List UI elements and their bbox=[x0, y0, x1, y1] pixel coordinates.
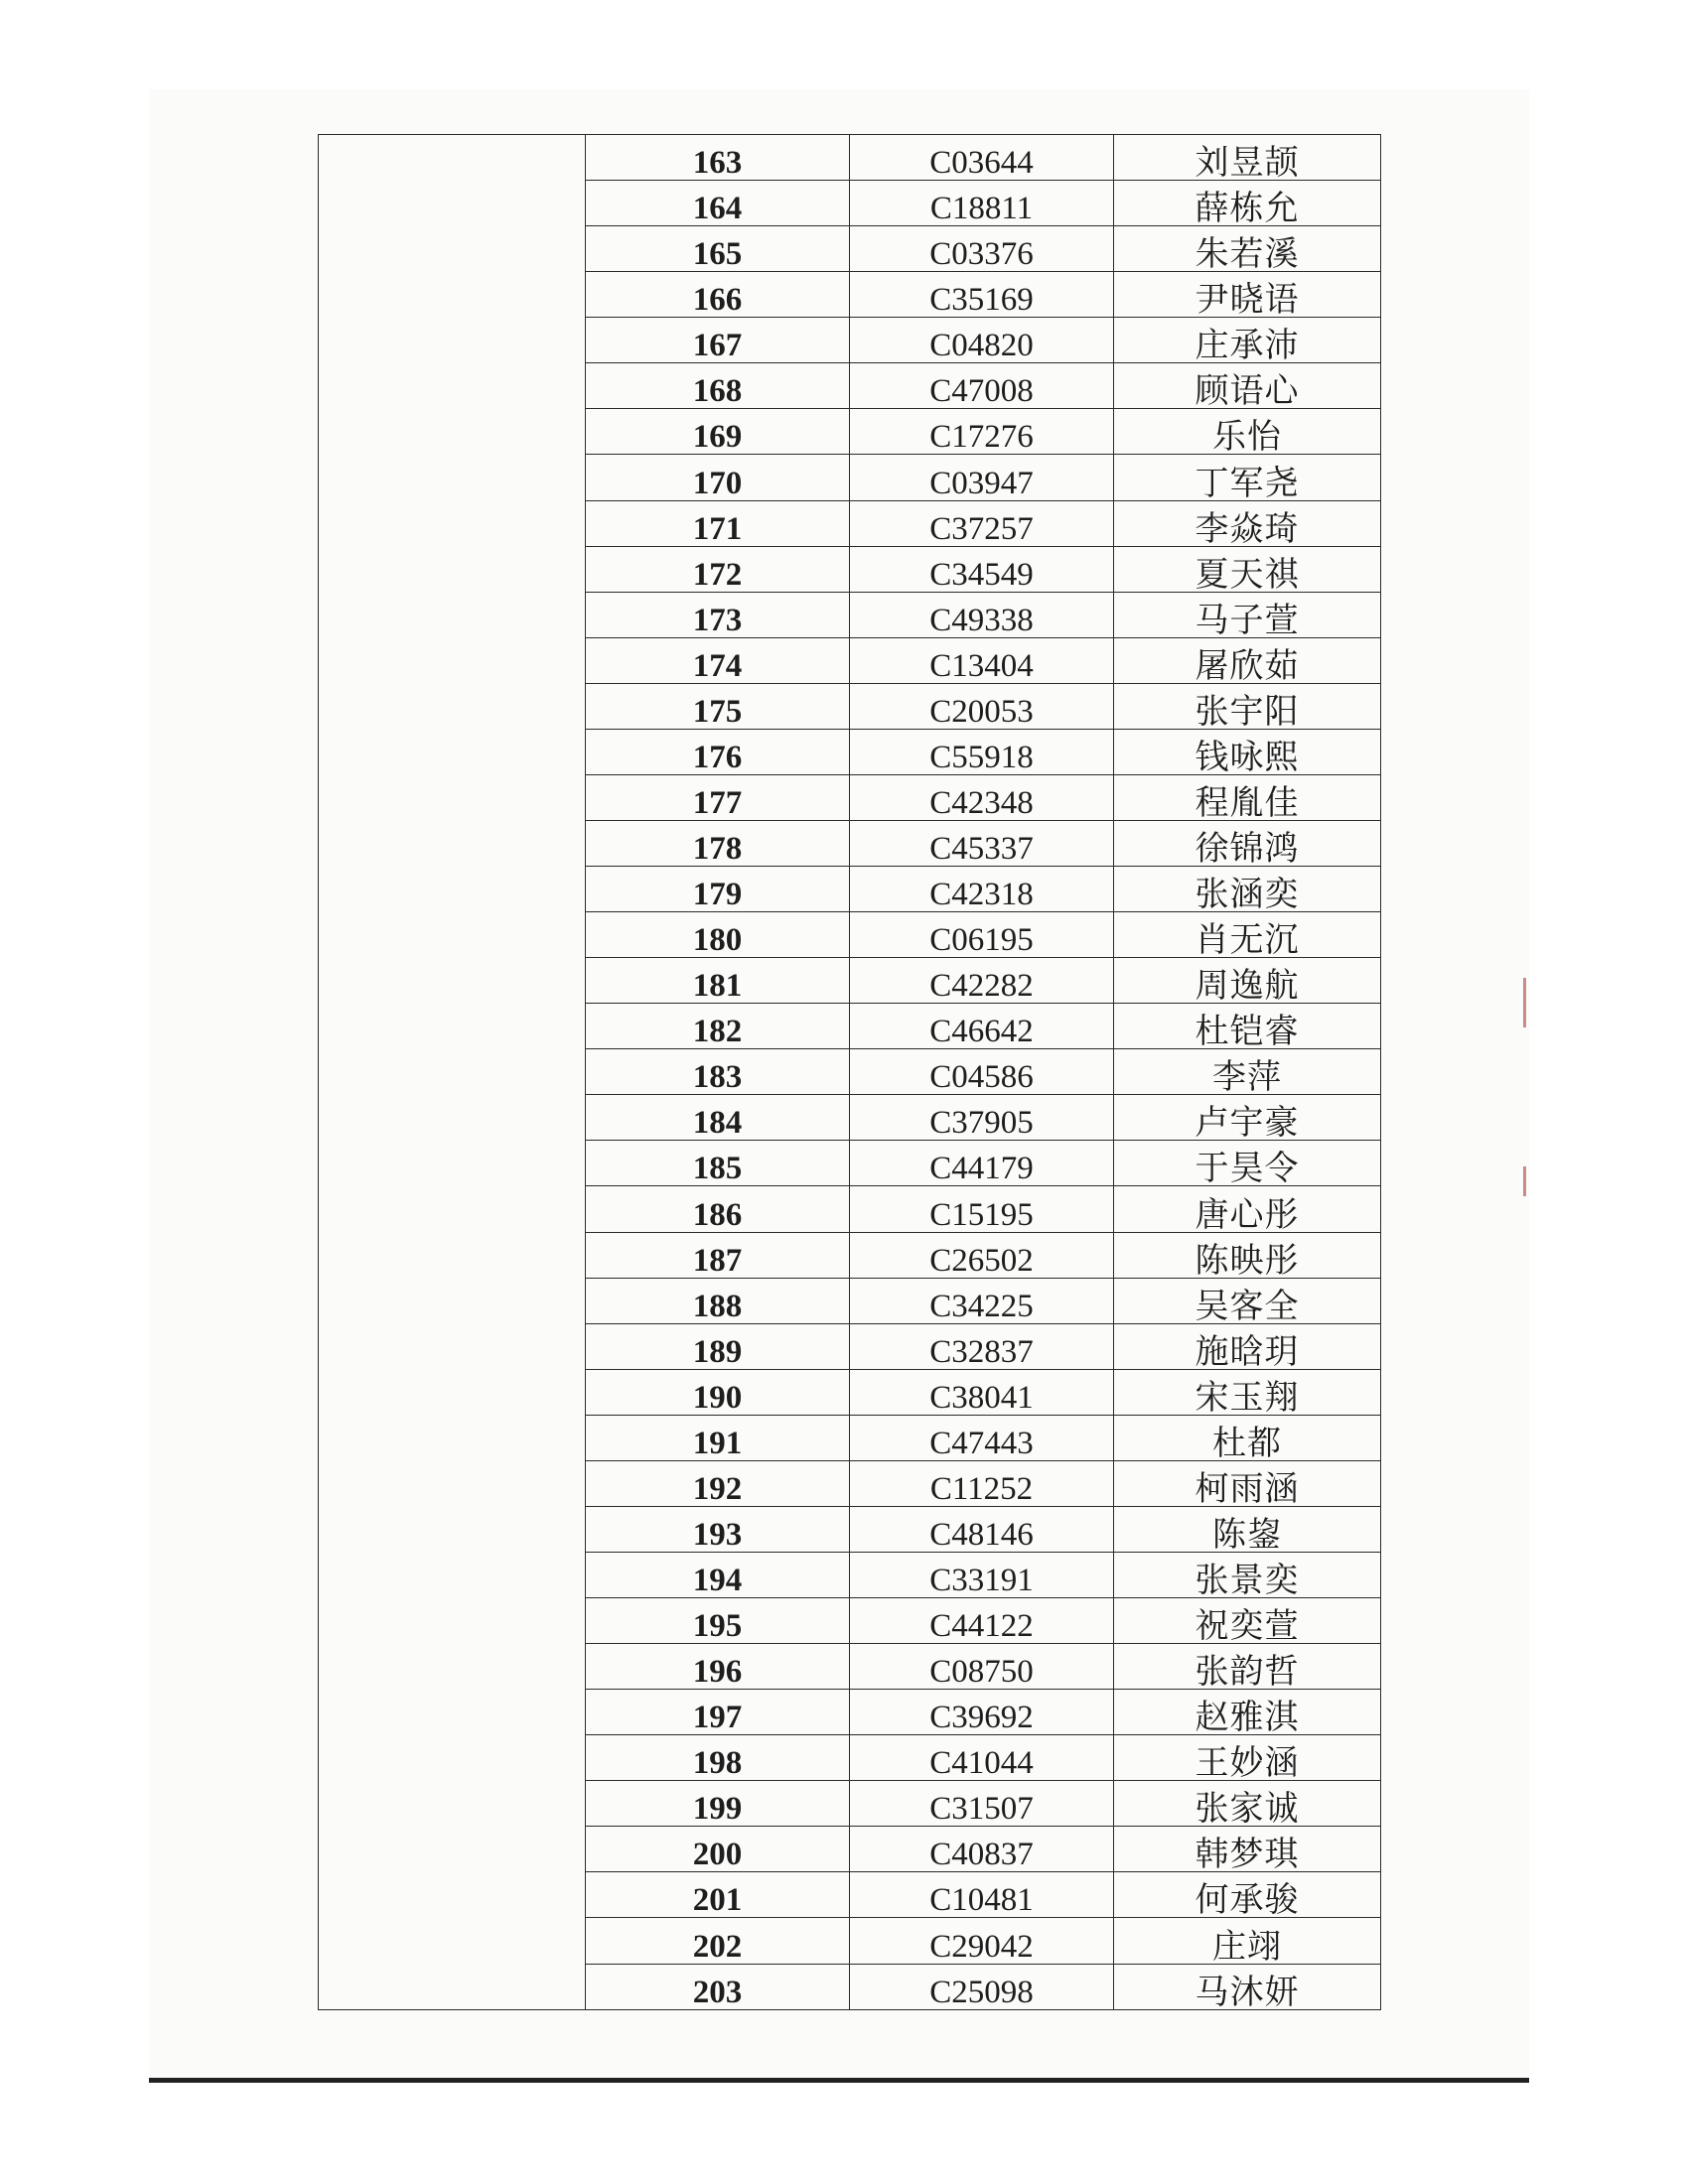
sequence-number-cell: 186 bbox=[586, 1186, 850, 1232]
sequence-number-cell: 202 bbox=[586, 1918, 850, 1964]
id-code-cell: C42318 bbox=[850, 867, 1114, 912]
sequence-number-cell: 170 bbox=[586, 455, 850, 500]
id-code-cell: C37257 bbox=[850, 500, 1114, 546]
id-code-cell: C34225 bbox=[850, 1278, 1114, 1323]
id-code-cell: C33191 bbox=[850, 1552, 1114, 1597]
person-name-cell: 丁军尧 bbox=[1114, 455, 1381, 500]
sequence-number-cell: 182 bbox=[586, 1004, 850, 1049]
person-name-cell: 王妙涵 bbox=[1114, 1735, 1381, 1781]
page-bottom-edge bbox=[149, 2078, 1529, 2083]
id-code-cell: C03376 bbox=[850, 226, 1114, 272]
id-code-cell: C18811 bbox=[850, 181, 1114, 226]
sequence-number-cell: 189 bbox=[586, 1323, 850, 1369]
id-code-cell: C31507 bbox=[850, 1781, 1114, 1827]
person-name-cell: 宋玉翔 bbox=[1114, 1369, 1381, 1415]
id-code-cell: C39692 bbox=[850, 1690, 1114, 1735]
id-code-cell: C13404 bbox=[850, 637, 1114, 683]
roster-table bbox=[318, 134, 1381, 2010]
id-code-cell: C29042 bbox=[850, 1918, 1114, 1964]
person-name-cell: 刘昱颉 bbox=[1114, 135, 1381, 181]
sequence-number-cell: 180 bbox=[586, 912, 850, 958]
person-name-cell: 陈鋆 bbox=[1114, 1506, 1381, 1552]
sequence-number-cell: 193 bbox=[586, 1506, 850, 1552]
id-code-cell: C49338 bbox=[850, 592, 1114, 637]
person-name-cell: 夏天祺 bbox=[1114, 546, 1381, 592]
person-name-cell: 张景奕 bbox=[1114, 1552, 1381, 1597]
id-code-cell: C38041 bbox=[850, 1369, 1114, 1415]
sequence-number-cell: 169 bbox=[586, 409, 850, 455]
id-code-cell: C15195 bbox=[850, 1186, 1114, 1232]
person-name-cell: 马子萱 bbox=[1114, 592, 1381, 637]
sequence-number-cell: 175 bbox=[586, 683, 850, 729]
person-name-cell: 肖无沉 bbox=[1114, 912, 1381, 958]
id-code-cell: C35169 bbox=[850, 272, 1114, 318]
id-code-cell: C06195 bbox=[850, 912, 1114, 958]
sequence-number-cell: 199 bbox=[586, 1781, 850, 1827]
person-name-cell: 程胤佳 bbox=[1114, 774, 1381, 820]
sequence-number-cell: 188 bbox=[586, 1278, 850, 1323]
person-name-cell: 唐心彤 bbox=[1114, 1186, 1381, 1232]
sequence-number-cell: 178 bbox=[586, 820, 850, 866]
person-name-cell: 陈映彤 bbox=[1114, 1232, 1381, 1278]
sequence-number-cell: 198 bbox=[586, 1735, 850, 1781]
id-code-cell: C34549 bbox=[850, 546, 1114, 592]
id-code-cell: C20053 bbox=[850, 683, 1114, 729]
person-name-cell: 钱咏熙 bbox=[1114, 729, 1381, 774]
sequence-number-cell: 196 bbox=[586, 1644, 850, 1690]
id-code-cell: C42348 bbox=[850, 774, 1114, 820]
sequence-number-cell: 190 bbox=[586, 1369, 850, 1415]
id-code-cell: C47443 bbox=[850, 1415, 1114, 1460]
id-code-cell: C03644 bbox=[850, 135, 1114, 181]
sequence-number-cell: 173 bbox=[586, 592, 850, 637]
person-name-cell: 吴客全 bbox=[1114, 1278, 1381, 1323]
sequence-number-cell: 167 bbox=[586, 318, 850, 363]
person-name-cell: 杜铠睿 bbox=[1114, 1004, 1381, 1049]
person-name-cell: 于昊令 bbox=[1114, 1141, 1381, 1186]
person-name-cell: 韩梦琪 bbox=[1114, 1827, 1381, 1872]
person-name-cell: 何承骏 bbox=[1114, 1872, 1381, 1918]
merged-group-cell bbox=[319, 135, 586, 2010]
person-name-cell: 张宇阳 bbox=[1114, 683, 1381, 729]
id-code-cell: C45337 bbox=[850, 820, 1114, 866]
person-name-cell: 赵雅淇 bbox=[1114, 1690, 1381, 1735]
person-name-cell: 张涵奕 bbox=[1114, 867, 1381, 912]
sequence-number-cell: 172 bbox=[586, 546, 850, 592]
id-code-cell: C48146 bbox=[850, 1506, 1114, 1552]
person-name-cell: 卢宇豪 bbox=[1114, 1095, 1381, 1141]
id-code-cell: C46642 bbox=[850, 1004, 1114, 1049]
edge-stamp-mark bbox=[1523, 978, 1526, 1027]
edge-stamp-mark bbox=[1523, 1166, 1526, 1196]
person-name-cell: 薛栋允 bbox=[1114, 181, 1381, 226]
id-code-cell: C40837 bbox=[850, 1827, 1114, 1872]
roster-table-wrapper bbox=[318, 134, 1378, 2010]
person-name-cell: 庄翊 bbox=[1114, 1918, 1381, 1964]
id-code-cell: C44179 bbox=[850, 1141, 1114, 1186]
sequence-number-cell: 192 bbox=[586, 1460, 850, 1506]
person-name-cell: 祝奕萱 bbox=[1114, 1598, 1381, 1644]
person-name-cell: 屠欣茹 bbox=[1114, 637, 1381, 683]
sequence-number-cell: 200 bbox=[586, 1827, 850, 1872]
id-code-cell: C10481 bbox=[850, 1872, 1114, 1918]
person-name-cell: 李焱琦 bbox=[1114, 500, 1381, 546]
sequence-number-cell: 168 bbox=[586, 363, 850, 409]
sequence-number-cell: 165 bbox=[586, 226, 850, 272]
person-name-cell: 施晗玥 bbox=[1114, 1323, 1381, 1369]
person-name-cell: 尹晓语 bbox=[1114, 272, 1381, 318]
person-name-cell: 徐锦鸿 bbox=[1114, 820, 1381, 866]
id-code-cell: C17276 bbox=[850, 409, 1114, 455]
person-name-cell: 朱若溪 bbox=[1114, 226, 1381, 272]
sequence-number-cell: 176 bbox=[586, 729, 850, 774]
sequence-number-cell: 194 bbox=[586, 1552, 850, 1597]
id-code-cell: C11252 bbox=[850, 1460, 1114, 1506]
person-name-cell: 张韵哲 bbox=[1114, 1644, 1381, 1690]
id-code-cell: C55918 bbox=[850, 729, 1114, 774]
sequence-number-cell: 191 bbox=[586, 1415, 850, 1460]
id-code-cell: C08750 bbox=[850, 1644, 1114, 1690]
id-code-cell: C32837 bbox=[850, 1323, 1114, 1369]
person-name-cell: 乐怡 bbox=[1114, 409, 1381, 455]
id-code-cell: C47008 bbox=[850, 363, 1114, 409]
person-name-cell: 顾语心 bbox=[1114, 363, 1381, 409]
sequence-number-cell: 184 bbox=[586, 1095, 850, 1141]
table-row bbox=[319, 135, 1381, 181]
id-code-cell: C26502 bbox=[850, 1232, 1114, 1278]
sequence-number-cell: 183 bbox=[586, 1049, 850, 1095]
id-code-cell: C44122 bbox=[850, 1598, 1114, 1644]
sequence-number-cell: 179 bbox=[586, 867, 850, 912]
sequence-number-cell: 163 bbox=[586, 135, 850, 181]
id-code-cell: C37905 bbox=[850, 1095, 1114, 1141]
person-name-cell: 马沐妍 bbox=[1114, 1964, 1381, 2010]
sequence-number-cell: 195 bbox=[586, 1598, 850, 1644]
sequence-number-cell: 187 bbox=[586, 1232, 850, 1278]
sequence-number-cell: 177 bbox=[586, 774, 850, 820]
person-name-cell: 杜都 bbox=[1114, 1415, 1381, 1460]
person-name-cell: 李萍 bbox=[1114, 1049, 1381, 1095]
id-code-cell: C25098 bbox=[850, 1964, 1114, 2010]
sequence-number-cell: 203 bbox=[586, 1964, 850, 2010]
sequence-number-cell: 164 bbox=[586, 181, 850, 226]
sequence-number-cell: 181 bbox=[586, 958, 850, 1004]
person-name-cell: 周逸航 bbox=[1114, 958, 1381, 1004]
sequence-number-cell: 201 bbox=[586, 1872, 850, 1918]
sequence-number-cell: 166 bbox=[586, 272, 850, 318]
id-code-cell: C04586 bbox=[850, 1049, 1114, 1095]
roster-table-body bbox=[319, 135, 1381, 2010]
sequence-number-cell: 197 bbox=[586, 1690, 850, 1735]
sequence-number-cell: 174 bbox=[586, 637, 850, 683]
id-code-cell: C41044 bbox=[850, 1735, 1114, 1781]
sequence-number-cell: 185 bbox=[586, 1141, 850, 1186]
id-code-cell: C04820 bbox=[850, 318, 1114, 363]
person-name-cell: 张家诚 bbox=[1114, 1781, 1381, 1827]
id-code-cell: C42282 bbox=[850, 958, 1114, 1004]
id-code-cell: C03947 bbox=[850, 455, 1114, 500]
person-name-cell: 柯雨涵 bbox=[1114, 1460, 1381, 1506]
person-name-cell: 庄承沛 bbox=[1114, 318, 1381, 363]
sequence-number-cell: 171 bbox=[586, 500, 850, 546]
